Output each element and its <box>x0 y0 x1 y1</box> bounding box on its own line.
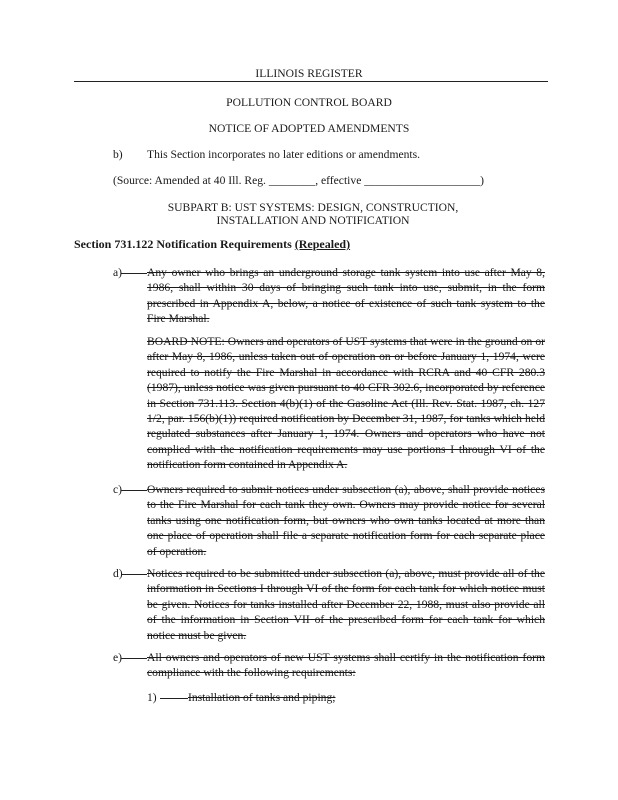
paragraph-c-label: c) <box>113 483 123 496</box>
header-rule <box>74 81 548 82</box>
paragraph-a-strike-rule <box>121 273 147 274</box>
register-title: ILLINOIS REGISTER <box>255 67 363 80</box>
paragraph-e-marker <box>113 650 147 665</box>
board-name: POLLUTION CONTROL BOARD <box>226 96 392 109</box>
source-note: (Source: Amended at 40 Ill. Reg. ________, effective ____________________) <box>113 174 485 187</box>
item-b-label: b) <box>113 148 123 161</box>
subpart-title-line1: SUBPART B: UST SYSTEMS: DESIGN, CONSTRUCTION, <box>167 201 459 214</box>
repealed-label: (Repealed) <box>294 237 351 251</box>
item-b-text: This Section incorporates no later editions or amendments. <box>147 148 421 161</box>
paragraph-e-text: All owners and operators of new UST systems shall certify in the notification form compliance with the following requirements: <box>147 651 545 680</box>
paragraph-c-strike-rule <box>121 490 147 491</box>
item-e1-label: 1) <box>147 691 157 704</box>
paragraph-a-text: Any owner who brings an underground storage tank system into use after May 8, 1986, shall within 30 days of bringing such tank into use, submit, in the form prescribed in Appendix A, below, a notice of existence of such tank system to the Fire Marshal. <box>147 266 545 326</box>
paragraph-d-label: d) <box>113 567 123 580</box>
paragraph-c-marker <box>113 482 147 497</box>
subpart-title-line2: INSTALLATION AND NOTIFICATION <box>216 214 410 227</box>
section-heading <box>74 237 350 252</box>
notice-title: NOTICE OF ADOPTED AMENDMENTS <box>208 122 410 135</box>
item-e1-strike-rule <box>160 698 188 699</box>
paragraph-d-strike-rule <box>121 574 147 575</box>
section-heading-text: Section 731.122 Notification Requirements <box>74 237 295 251</box>
paragraph-d-text: Notices required to be submitted under subsection (a), above, must provide all of the information in Sections I through VI of the form for each tank for which notice must be given. Notices for tanks installed after December 22, 1988, must also provide all of the information in Section VII of the prescribed form for each tank for which notice must be given. <box>147 567 545 642</box>
item-e1-text: Installation of tanks and piping; <box>188 691 336 704</box>
paragraph-a-marker <box>113 265 147 280</box>
paragraph-a-label: a) <box>113 266 123 279</box>
paragraph-c-text: Owners required to submit notices under subsection (a), above, shall provide notices to the Fire Marshal for each tank they own. Owners may provide notice for several tanks using one notification form, but owners who own tanks located at more than one place of operation shall file a separate notification form for each separate place of operation. <box>147 483 545 558</box>
paragraph-d-marker <box>113 566 147 581</box>
paragraph-e-label: e) <box>113 651 123 664</box>
board-note-text: BOARD NOTE: Owners and operators of UST systems that were in the ground on or after May 8, 1986, unless taken out of operation on or before January 1, 1974, were required to notify the Fire Marshal in accordance with RCRA and 40 CFR 280.3 (1987), unless notice was given pursuant to 40 CFR 302.6, incorporated by reference in Section 731.113. Section 4(b)(1) of the Gasoline Act (Ill. Rev. Stat. 1987, ch. 127 1/2, par. 156(b)(1)) required notification by December 31, 1987, for tanks which held regulated substances after January 1, 1974. Owners and operators who have not complied with the notification requirements may use portions I through VI of the notification form contained in Appendix A. <box>147 335 545 472</box>
paragraph-e-strike-rule <box>121 658 147 659</box>
